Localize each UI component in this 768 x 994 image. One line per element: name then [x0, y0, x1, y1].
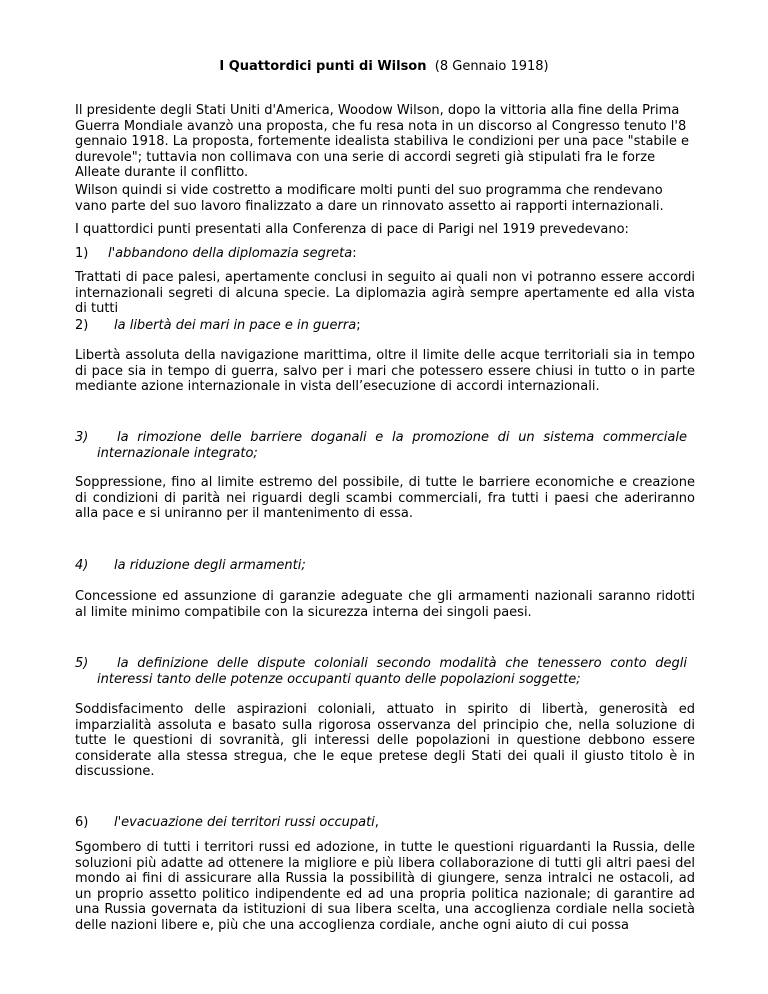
point-6-heading-text: l'evacuazione dei territori russi occupati — [114, 815, 375, 830]
point-2-heading-suffix: ; — [356, 318, 361, 333]
point-1-text: Trattati di pace palesi, apertamente conclusi in seguito ai quali non vi potranno essere accordi internazionali segreti di alcuna specie. La diplomazia agirà sempre apertamente ed alla vista di tutti — [75, 270, 695, 316]
point-2-heading-text: la libertà dei mari in pace e in guerra — [114, 318, 357, 333]
point-2-heading — [114, 318, 361, 334]
point-1-heading — [108, 246, 357, 262]
point-6-heading — [114, 815, 379, 831]
point-3-number: 3) — [75, 430, 89, 445]
point-4-number: 4) — [75, 558, 89, 573]
point-1-heading-text: l'abbandono della diplomazia segreta — [108, 246, 353, 261]
point-6-text: Sgombero di tutti i territori russi ed adozione, in tutte le questioni riguardanti la Russia, delle soluzioni più adatte ad ottenere la migliore e più libera collaborazione di tutti gli altri paesi del mondo ai fini di assicurare alla Russia la possibilità di giungere, senza intralci ne ostacoli, ad un proprio assetto politico indipendente ed ad una propria politica nazionale; di garantire ad una Russia governata da istituzioni di sua libera scelta, una accoglienza cordiale nella società delle nazioni libere e, più che una accoglienza cordiale, anche ogni aiuto di cui possa — [75, 840, 695, 933]
intro-paragraph-1: Il presidente degli Stati Uniti d'America, Woodow Wilson, dopo la vittoria alla fine della Prima Guerra Mondiale avanzò una proposta, che fu resa nota in un discorso al Congresso tenuto l'8 gennaio 1918. La proposta, fortemente idealista stabiliva le condizioni per una pace "stabile e durevole"; tuttavia non collimava con una serie di accordi segreti già stipulati fra le forze Alleate durante il conflitto. — [75, 103, 690, 180]
point-5-number: 5) — [75, 656, 89, 671]
title-main: I Quattordici punti di Wilson — [219, 59, 427, 74]
point-3-text: Soppressione, fino al limite estremo del possibile, di tutte le barriere economiche e creazione di condizioni di parità nei riguardi degli scambi commerciali, fra tutti i paesi che aderiranno alla pace e si uniranno per il mantenimento di essa. — [75, 475, 695, 521]
point-4-text: Concessione ed assunzione di garanzie adeguate che gli armamenti nazionali saranno ridotti al limite minimo compatibile con la sicurezza interna dei singoli paesi. — [75, 589, 695, 620]
point-2-number: 2) — [75, 318, 89, 333]
document-title — [0, 59, 768, 75]
point-4-heading: la riduzione degli armamenti; — [114, 558, 306, 573]
point-5-heading: la definizione delle dispute coloniali secondo modalità che tenessero conto degli interessi tanto delle potenze occupanti quanto delle popolazioni soggette; — [97, 656, 687, 687]
point-3-heading: la rimozione delle barriere doganali e la promozione di un sistema commerciale internazionale integrato; — [97, 430, 687, 461]
intro-paragraph-2: Wilson quindi si vide costretto a modificare molti punti del suo programma che rendevano vano parte del suo lavoro finalizzato a dare un rinnovato assetto ai rapporti internazionali. — [75, 183, 664, 214]
intro-paragraph-3: I quattordici punti presentati alla Conferenza di pace di Parigi nel 1919 prevedevano: — [75, 222, 629, 237]
point-5-text: Soddisfacimento delle aspirazioni coloniali, attuato in spirito di libertà, generosità ed imparzialità assoluta e basato sulla rigorosa osservanza del principio che, nella soluzione di tutte le questioni di sovranità, gli interessi delle popolazioni in questione debbono essere considerate alla stessa stregua, che le eque pretese degli Stati dei quali il giusto titolo è in discussione. — [75, 702, 695, 779]
point-2-text: Libertà assoluta della navigazione marittima, oltre il limite delle acque territoriali sia in tempo di pace sia in tempo di guerra, salvo per i mari che potessero essere chiusi in tutto o in parte mediante azione internazionale in vista dell’esecuzione di accordi internazionali. — [75, 348, 695, 394]
title-date: (8 Gennaio 1918) — [434, 59, 549, 74]
point-6-heading-suffix: , — [374, 815, 379, 830]
point-6-number: 6) — [75, 815, 89, 830]
point-1-heading-suffix: : — [352, 246, 357, 261]
point-1-number: 1) — [75, 246, 89, 261]
